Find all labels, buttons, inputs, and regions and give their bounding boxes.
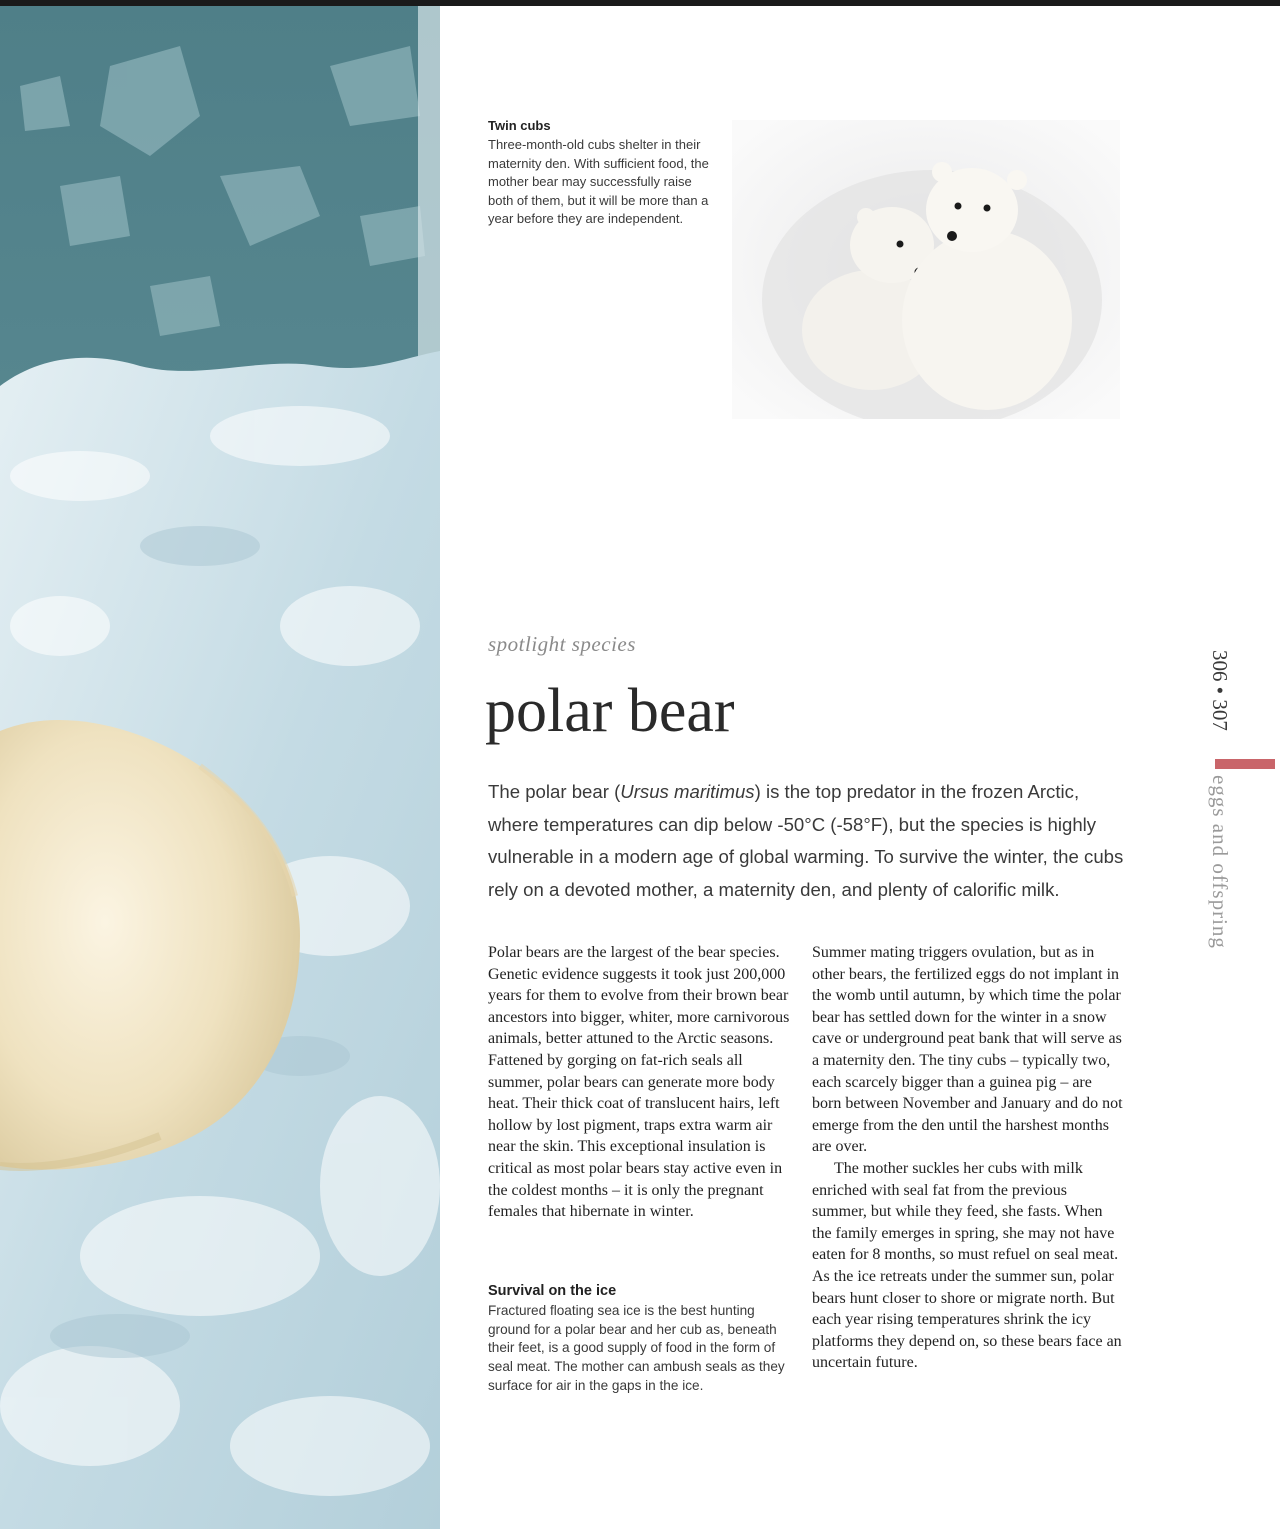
body-paragraph: The mother suckles her cubs with milk enriched with seal fat from the previous summer, but while they feed, she fasts. When the family emerges in spring, she may not have eaten for 8 months, so must refuel on seal meat. As the ice retreats under the summer sun, polar bears hunt closer to shore or migrate north. But each year rising temperatures shrink the icy platforms they depend on, so these bears face an uncertain future.	[812, 1159, 1122, 1372]
page-title: polar bear	[485, 677, 735, 745]
section-accent-bar	[1215, 759, 1275, 769]
intro-paragraph	[488, 776, 1128, 906]
survival-caption-title: Survival on the ice	[488, 1283, 617, 1299]
twin-cubs-caption-text: Three-month-old cubs shelter in their maternity den. With sufficient food, the mother bear may successfully raise both of them, but it will be more than a year before they are independent.	[488, 137, 709, 227]
section-name: eggs and offspring	[1208, 775, 1232, 949]
page-numbers: 306 • 307	[1208, 650, 1232, 731]
latin-name: Ursus maritimus	[620, 781, 755, 802]
twin-cubs-caption-title: Twin cubs	[488, 118, 551, 133]
intro-text-start: The polar bear (	[488, 781, 621, 802]
twin-cubs-caption	[488, 117, 710, 228]
intro-text-end: ) is the top predator in the frozen Arctic, where temperatures can dip below -50°C (-58°F), but the species is highly vulnerable in a modern age of global warming. To survive the winter, the cubs rely on a devoted mother, a maternity den, and plenty of calorific milk.	[488, 781, 1124, 900]
survival-caption	[488, 1282, 788, 1396]
body-paragraph: Summer mating triggers ovulation, but as in other bears, the fertilized eggs do not implant in the womb until autumn, by which time the polar bear has settled down for the winter in a snow cave or underground peat bank that will serve as a maternity den. The tiny cubs – typically two, each scarcely bigger than a guinea pig – are born between November and January and do not emerge from the den until the harshest months are over.	[812, 944, 1123, 1156]
body-column-1: Polar bears are the largest of the bear species. Genetic evidence suggests it took just 200,000 years for them to evolve from their brown bear ancestors into bigger, whiter, more carnivorous animals, better attuned to the Arctic seasons. Fattened by gorging on fat-rich seals all summer, polar bears can generate more body heat. Their thick coat of translucent hairs, left hollow by lost pigment, traps extra warm air near the skin. This exceptional insulation is critical as most polar bears stay active even in the coldest months – it is only the pregnant females that hibernate in winter.	[488, 944, 790, 1221]
section-kicker: spotlight species	[488, 632, 636, 656]
twin-cubs-photo	[732, 120, 1120, 419]
body-column-2	[812, 942, 1124, 1374]
polar-bear-on-ice-photo	[0, 6, 440, 1529]
survival-caption-text: Fractured floating sea ice is the best hunting ground for a polar bear and her cub as, beneath their feet, is a good supply of food in the form of seal meat. The mother can ambush seals as they surface for air in the gaps in the ice.	[488, 1302, 785, 1393]
